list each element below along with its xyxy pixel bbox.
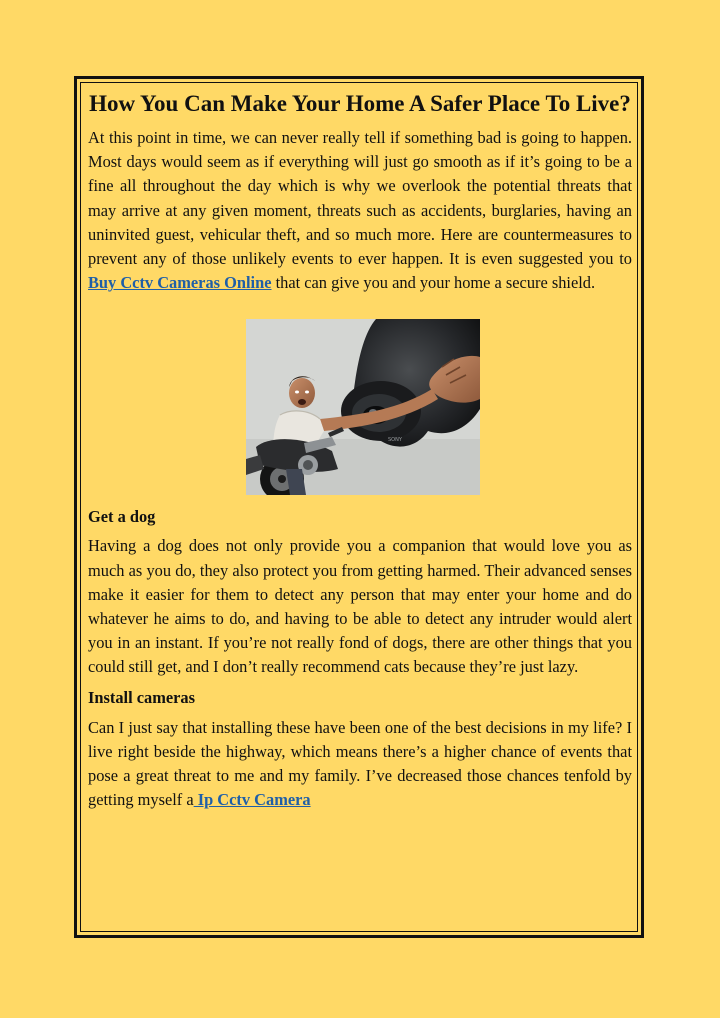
section-heading-install-cameras: Install cameras [88, 687, 195, 707]
section-body-get-a-dog: Having a dog does not only provide you a companion that would love you as much as you do, they also protect you from getting harmed. Their advanced senses make it easier for them to detect any person that may enter your home and do whatever he aims to do, and having to be able to detect any intruder would alert you in an instant. If you’re not really fond of dogs, there are other things that you could still get, and I don’t really recommend cats because they’re just lazy. [88, 536, 632, 677]
ip-cctv-camera-link[interactable]: Ip Cctv Camera [193, 790, 311, 810]
article-title: How You Can Make Your Home A Safer Place To Live? [89, 91, 631, 116]
svg-text:SONY: SONY [388, 437, 402, 444]
intro-paragraph [88, 126, 632, 295]
buy-cctv-cameras-link[interactable]: Buy Cctv Cameras Online [88, 273, 272, 293]
cctv-camera-photo [246, 319, 480, 495]
section-body-install-cameras [88, 716, 632, 813]
intro-text: At this point in time, we can never really tell if something bad is going to happen. Most days would seem as if everything will just go smooth as if it’s going to be a fine all throughout the day which is why we overlook the potential threats that may arrive at any given moment, threats such as accidents, burglaries, having an uninvited guest, vehicular theft, and so much more. Here are countermeasures to prevent any of those unlikely events to ever happen. It is even suggested you to [88, 128, 632, 269]
article [88, 88, 632, 812]
intro-text-end: that can give you and your home a secure shield. [271, 273, 596, 293]
section-heading-get-a-dog: Get a dog [88, 507, 156, 527]
install-cameras-text: Can I just say that installing these have been one of the best decisions in my life? I live right beside the highway, which means there’s a higher chance of events that pose a great threat to me and my family. I’ve decreased those chances tenfold by getting myself a [88, 717, 632, 810]
